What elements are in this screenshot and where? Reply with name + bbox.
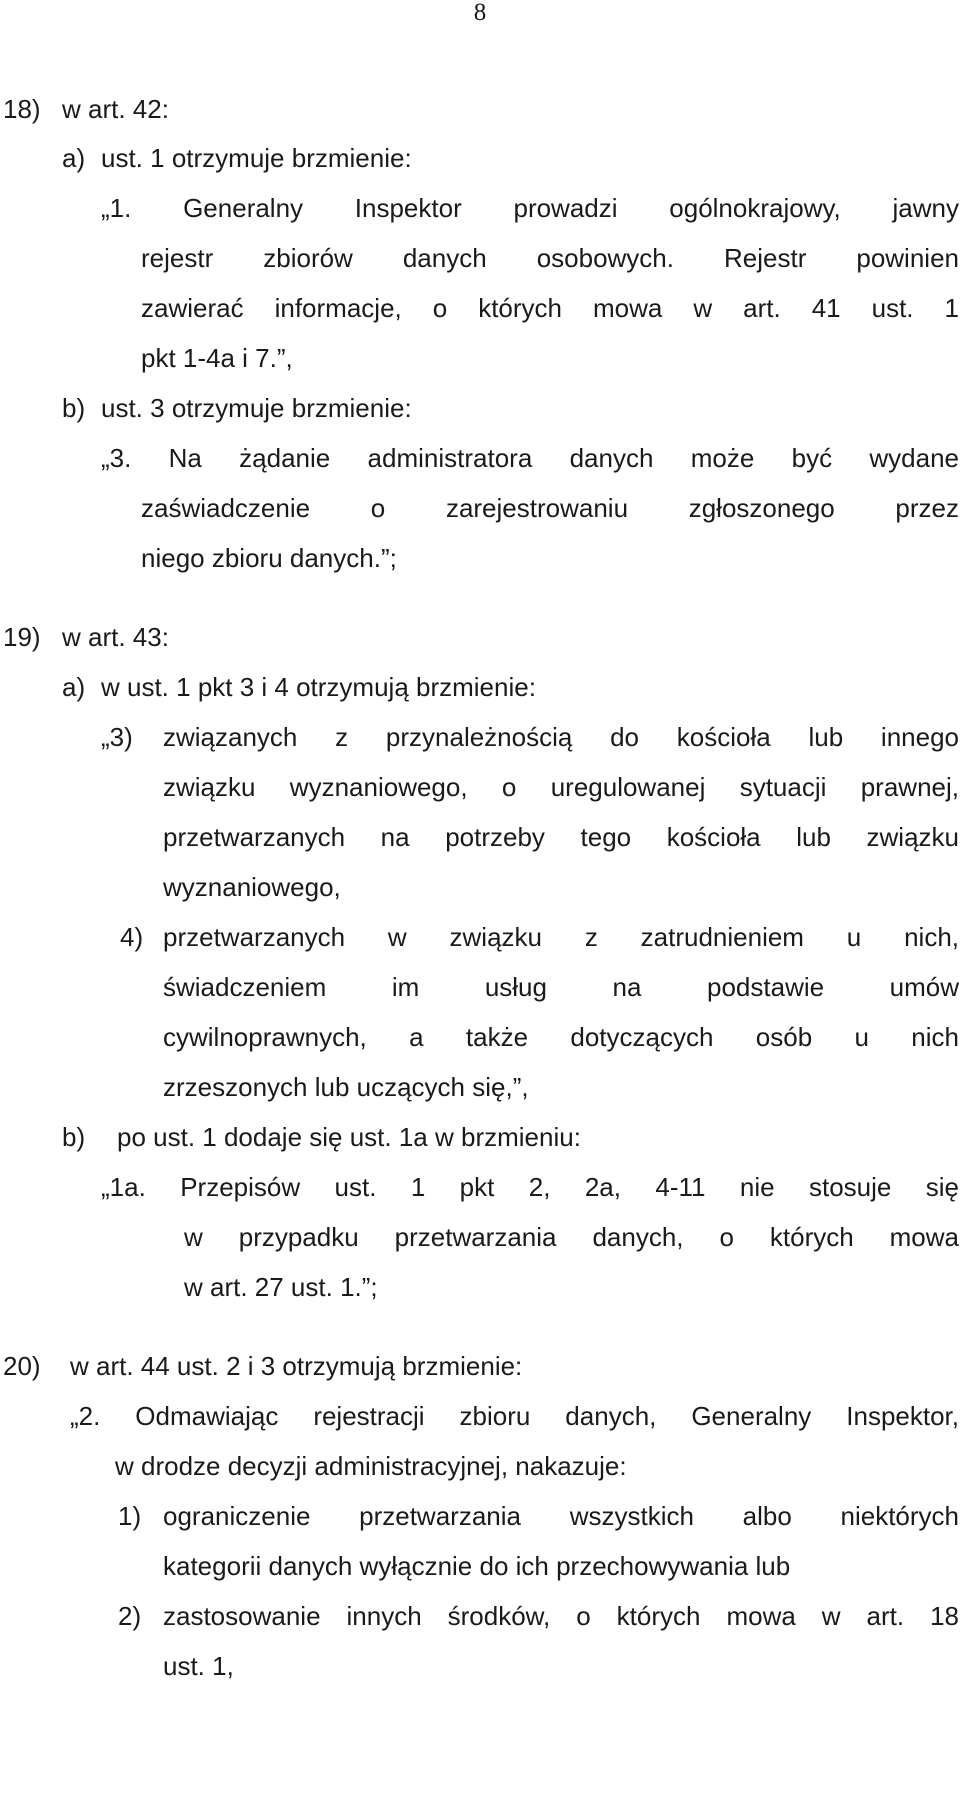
point-3-line: związanych z przynależnością do kościoła lub innego <box>163 722 959 752</box>
item-19a-text: w ust. 1 pkt 3 i 4 otrzymują brzmienie: <box>101 672 536 702</box>
quote-line: „1. Generalny Inspektor prowadzi ogólnokrajowy, jawny <box>101 193 959 223</box>
item-19b-label: b) <box>62 1122 86 1152</box>
item-19-label: 19) <box>3 622 41 652</box>
point-4-line: świadczeniem im usług na podstawie umów <box>163 972 959 1002</box>
point-1-line: ograniczenie przetwarzania wszystkich albo niektórych <box>163 1501 959 1531</box>
quote-line: w drodze decyzji administracyjnej, nakazuje: <box>115 1451 627 1481</box>
point-1-line: kategorii danych wyłącznie do ich przechowywania lub <box>163 1551 791 1581</box>
point-3-line: wyznaniowego, <box>163 872 341 902</box>
quote-line: w art. 27 ust. 1.”; <box>184 1272 378 1302</box>
quote-line: „2. Odmawiając rejestracji zbioru danych, Generalny Inspektor, <box>70 1401 959 1431</box>
item-18a-label: a) <box>62 143 86 173</box>
item-19b-text: po ust. 1 dodaje się ust. 1a w brzmieniu: <box>117 1122 581 1152</box>
quote-line: w przypadku przetwarzania danych, o których mowa <box>184 1222 959 1252</box>
point-4-number: 4) <box>120 922 144 952</box>
point-4-line: cywilnoprawnych, a także dotyczących osób u nich <box>163 1022 959 1052</box>
item-20-label: 20) <box>3 1351 41 1381</box>
point-2-line: zastosowanie innych środków, o których mowa w art. 18 <box>163 1601 959 1631</box>
point-4-line: zrzeszonych lub uczących się,”, <box>163 1072 529 1102</box>
item-19a-label: a) <box>62 672 86 702</box>
point-3-line: związku wyznaniowego, o uregulowanej sytuacji prawnej, <box>163 772 959 802</box>
item-18a-text: ust. 1 otrzymuje brzmienie: <box>101 143 412 173</box>
quote-line: zawierać informacje, o których mowa w art. 41 ust. 1 <box>141 293 959 323</box>
item-18-text: w art. 42: <box>62 94 169 124</box>
quote-line: pkt 1-4a i 7.”, <box>141 343 293 373</box>
point-3-line: przetwarzanych na potrzeby tego kościoła lub związku <box>163 822 959 852</box>
point-2-number: 2) <box>118 1601 142 1631</box>
item-19-text: w art. 43: <box>62 622 169 652</box>
quote-line: niego zbioru danych.”; <box>141 543 397 573</box>
page-number: 8 <box>473 0 487 26</box>
item-18b-text: ust. 3 otrzymuje brzmienie: <box>101 393 412 423</box>
point-1-number: 1) <box>118 1501 142 1531</box>
point-2-line: ust. 1, <box>163 1651 234 1681</box>
item-20-text: w art. 44 ust. 2 i 3 otrzymują brzmienie: <box>70 1351 523 1381</box>
point-4-line: przetwarzanych w związku z zatrudnieniem u nich, <box>163 922 959 952</box>
quote-line: „1a. Przepisów ust. 1 pkt 2, 2a, 4-11 nie stosuje się <box>101 1172 959 1202</box>
point-3-number: „3) <box>101 722 133 752</box>
item-18b-label: b) <box>62 393 86 423</box>
quote-line: rejestr zbiorów danych osobowych. Rejestr powinien <box>141 243 959 273</box>
quote-line: „3. Na żądanie administratora danych może być wydane <box>101 443 959 473</box>
item-18-label: 18) <box>3 94 41 124</box>
quote-line: zaświadczenie o zarejestrowaniu zgłoszonego przez <box>141 493 959 523</box>
